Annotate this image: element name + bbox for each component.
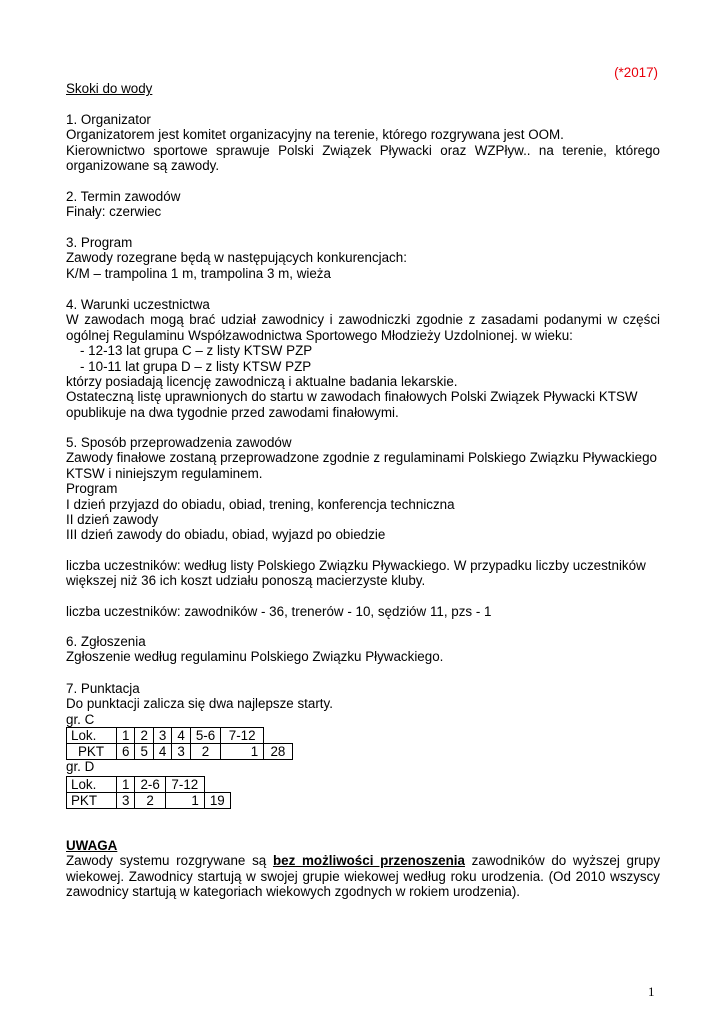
paragraph: Kierownictwo sportowe sprawuje Polski Związek Pływacki oraz WZPływ.. na terenie, którego organizowane są zawody. [66,142,660,174]
section-scoring [66,681,660,727]
paragraph: Ostateczną listę uprawnionych do startu w zawodach finałowych Polski Związek Pływacki KTSW opublikuje na dwa tygodnie przed zawodami finałowymi. [66,389,638,420]
table-row [67,728,293,744]
table-cell: Lok. [67,777,117,793]
table-cell: 2 [135,728,153,744]
total-cell: 19 [204,793,230,809]
notice-paragraph [66,853,660,899]
table-cell-empty [264,728,293,744]
group-c-table [66,727,293,760]
paragraph-participants-count: liczba uczestników: zawodników - 36, trenerów - 10, sędziów 11, pzs - 1 [66,604,492,619]
table-cell: 2-6 [135,777,165,793]
table-cell: 3 [172,744,190,760]
paragraph: Zawody finałowe zostaną przeprowadzone zgodnie z regulaminami Polskiego Związku Pływackiego KTSW i niniejszym regulaminem. [66,450,657,481]
section-participation [66,297,660,420]
section-organizer [66,112,660,174]
paragraph: którzy posiadają licencję zawodniczą i aktualne badania lekarskie. [66,374,458,390]
paragraph: Do punktacji zalicza się dwa najlepsze starty. [66,696,333,712]
table-cell: 5 [135,744,153,760]
group-d-table [66,776,231,809]
section-heading: 4. Warunki uczestnictwa [66,297,210,312]
notice-heading: UWAGA [66,838,118,853]
section-heading: 2. Termin zawodów [66,189,181,204]
page-number: 1 [648,984,655,999]
paragraph: Finały: czerwiec [66,204,162,220]
notice-text-pre: Zawody systemu rozgrywane są [66,853,273,869]
paragraph: Zgłoszenie według regulaminu Polskiego Związku Pływackiego. [66,649,444,665]
section-heading: 7. Punktacja [66,681,140,696]
group-d-label: gr. D [66,759,95,774]
total-cell: 28 [264,744,293,760]
table-cell: 1 [117,728,135,744]
table-row [67,744,293,760]
document-title: Skoki do wody [66,81,153,96]
table-cell: 4 [153,744,171,760]
table-cell-empty [204,777,230,793]
group-c-table-wrap [66,727,293,760]
section-heading: 5. Sposób przeprowadzenia zawodów [66,435,292,450]
group-d-table-wrap [66,776,231,809]
paragraph: W zawodach mogą brać udział zawodnicy i zawodniczki zgodnie z zasadami podanymi w części ogólnej Regulaminu Współzawodnictwa Sportowego Młodzieży Uzdolnionej. w wieku: [66,312,660,343]
table-row [67,777,231,793]
table-cell: 1 [221,744,264,760]
list-item: I dzień przyjazd do obiadu, obiad, trening, konferencja techniczna [66,496,455,512]
list-item: - 12-13 lat grupa C – z listy KTSW PZP [80,343,313,359]
table-cell: 2 [190,744,220,760]
table-cell: PKT [67,793,117,809]
table-cell: 2 [135,793,165,809]
paragraph: Zawody rozegrane będą w następujących konkurencjach: [66,250,407,266]
table-cell: 3 [117,793,135,809]
paragraph-participants: liczba uczestników: według listy Polskiego Związku Pływackiego. W przypadku liczby uczestników większej niż 36 ich koszt udziału ponoszą macierzyste kluby. [66,558,646,589]
table-row [67,793,231,809]
table-cell: 7-12 [165,777,204,793]
table-cell: 7-12 [221,728,264,744]
section-registration [66,634,660,665]
section-heading: 3. Program [66,235,133,250]
paragraph: Program [66,481,118,497]
table-cell: 6 [117,744,135,760]
section-program [66,235,660,281]
notice-text-post: zawodników do wyższej grupy wiekowej. Zawodnicy startują w swojej grupie wiekowej według roku urodzenia. (Od 2010 wszyscy zawodnicy startują w kategoriach wiekowych zgodnych w rokiem urodzenia). [66,853,661,900]
list-item: - 10-11 lat grupa D – z listy KTSW PZP [80,358,312,374]
paragraph: K/M – trampolina 1 m, trampolina 3 m, wieża [66,265,331,281]
table-cell: PKT [67,744,117,760]
section-procedure [66,435,660,543]
table-cell: 1 [117,777,135,793]
list-item: II dzień zawody [66,512,159,528]
table-cell: 4 [172,728,190,744]
notice-emphasis: bez możliwości przenoszenia [272,853,465,869]
section-heading: 6. Zgłoszenia [66,634,146,649]
section-schedule [66,189,660,220]
table-cell: 5-6 [190,728,220,744]
table-cell: 3 [153,728,171,744]
table-cell: 1 [165,793,204,809]
notice-section [66,838,660,900]
section-heading: 1. Organizator [66,112,151,127]
paragraph: Organizatorem jest komitet organizacyjny na terenie, którego rozgrywana jest OOM. [66,127,564,143]
table-cell: Lok. [67,728,117,744]
group-c-label: gr. C [66,711,95,727]
list-item: III dzień zawody do obiadu, obiad, wyjazd po obiedzie [66,527,386,543]
year-marker: (*2017) [614,65,658,80]
